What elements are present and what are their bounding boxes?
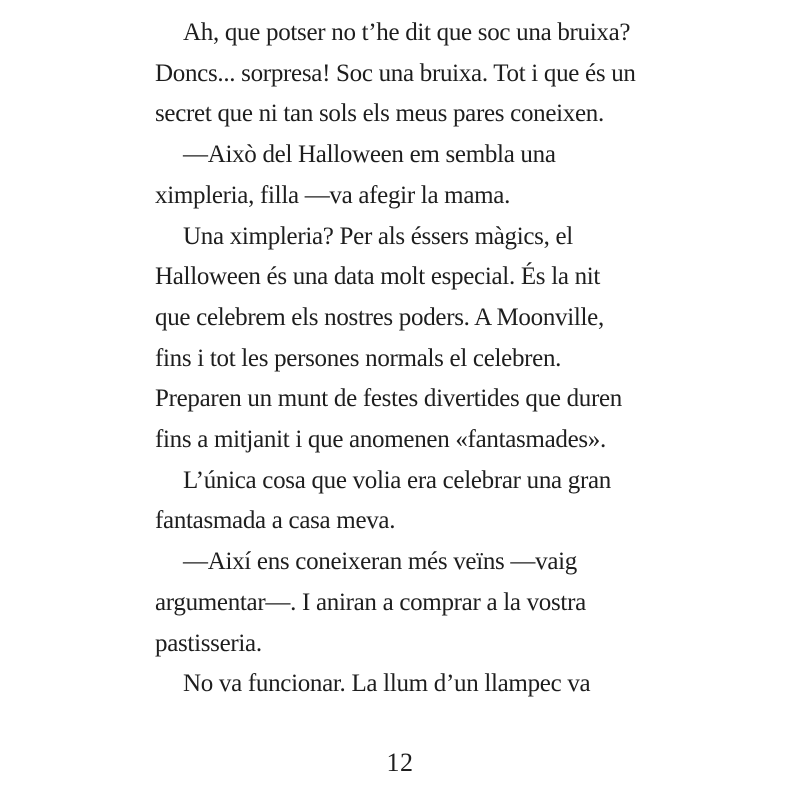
text-line: fantasmada a casa meva. [155, 507, 396, 535]
text-line: Halloween és una data molt especial. És la nit [155, 263, 601, 291]
text-line: fins i tot les persones normals el celebren. [155, 344, 562, 372]
text-line: Ah, que potser no t’he dit que soc una bruixa? [183, 19, 631, 46]
body-text [155, 13, 655, 705]
text-line: Doncs... sorpresa! Soc una bruixa. Tot i que és un [155, 59, 636, 87]
page-number: 12 [386, 748, 414, 777]
text-line: fins a mitjanit i que anomenen «fantasmades». [155, 426, 606, 454]
text-line: No va funcionar. La llum d’un llampec va [183, 670, 591, 698]
text-line: —Això del Halloween em sembla una [183, 141, 556, 169]
text-line: que celebrem els nostres poders. A Moonville, [155, 303, 604, 331]
text-line: pastisseria. [155, 629, 262, 657]
text-line: L’única cosa que volia era celebrar una gran [183, 466, 612, 494]
text-line: Preparen un munt de festes divertides que duren [155, 385, 623, 413]
text-line: argumentar—. I aniran a comprar a la vostra [155, 588, 586, 616]
text-line: Una ximpleria? Per als éssers màgics, el [183, 222, 573, 250]
text-line: —Així ens coneixeran més veïns —vaig [183, 548, 577, 576]
text-line: secret que ni tan sols els meus pares coneixen. [155, 100, 604, 128]
text-line: ximpleria, filla —va afegir la mama. [155, 181, 511, 209]
